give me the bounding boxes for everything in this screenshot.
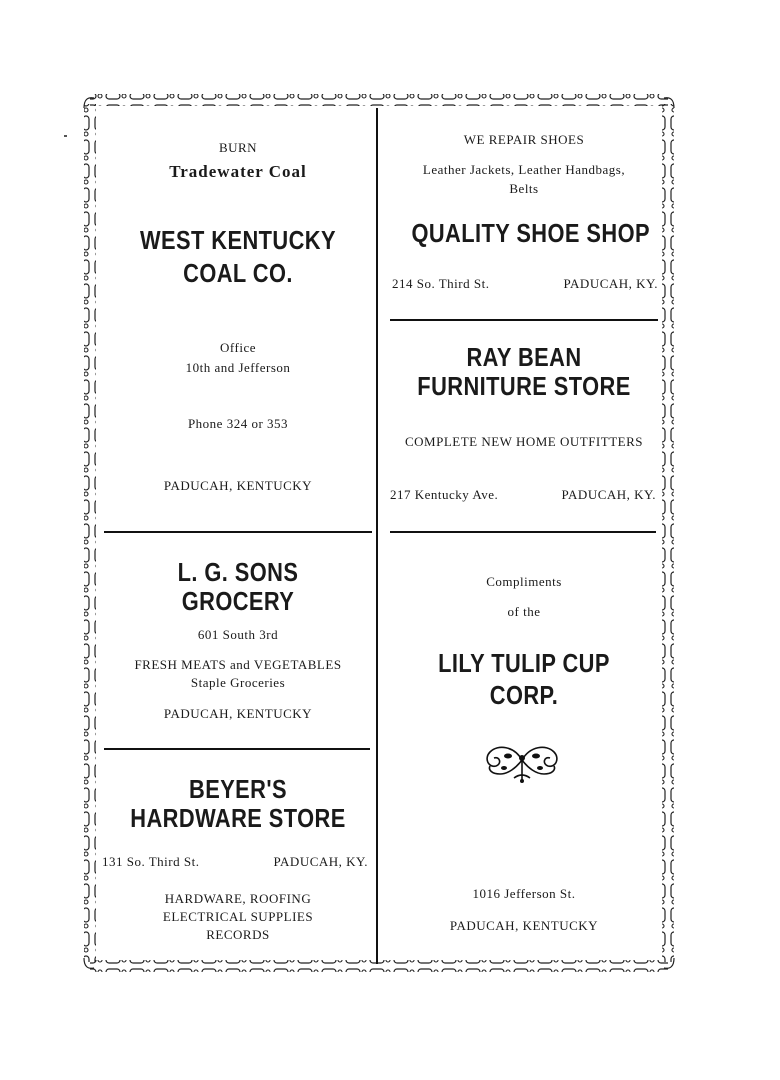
hardware-address: 131 So. Third St. bbox=[102, 854, 200, 869]
tradewater-coal-text: Tradewater Coal bbox=[169, 162, 307, 181]
grocery-address: 601 South 3rd bbox=[197, 627, 279, 642]
furniture-address: 217 Kentucky Ave. bbox=[390, 487, 499, 502]
furniture-city: PADUCAH, KY. bbox=[561, 487, 656, 502]
rule-left-1 bbox=[104, 531, 372, 533]
office-label: Office bbox=[220, 340, 256, 355]
column-divider bbox=[376, 108, 378, 964]
company-name-line1: WEST KENTUCKY bbox=[140, 225, 336, 255]
office-address: 10th and Jefferson bbox=[185, 360, 291, 375]
furniture-name-line1: RAY BEAN bbox=[466, 342, 582, 372]
city-text: PADUCAH, KENTUCKY bbox=[163, 478, 313, 493]
floral-scroll-ornament-icon bbox=[478, 738, 566, 784]
compliments-text: Compliments bbox=[486, 574, 562, 589]
ad-lg-sons-grocery bbox=[104, 555, 372, 740]
of-the-text: of the bbox=[507, 604, 541, 619]
ad-ray-bean-furniture bbox=[390, 340, 658, 520]
shoe-shop-name: QUALITY SHOE SHOP bbox=[411, 218, 650, 248]
rule-left-2 bbox=[104, 748, 370, 750]
furniture-tagline: COMPLETE NEW HOME OUTFITTERS bbox=[404, 434, 643, 449]
grocery-city: PADUCAH, KENTUCKY bbox=[163, 706, 313, 721]
burn-text: BURN bbox=[218, 140, 258, 155]
phone-text: Phone 324 or 353 bbox=[187, 416, 289, 431]
lily-city: PADUCAH, KENTUCKY bbox=[449, 918, 599, 933]
hardware-address-row bbox=[102, 854, 368, 870]
lily-name-line1: LILY TULIP CUP bbox=[438, 648, 610, 678]
grocery-name-line2: GROCERY bbox=[181, 586, 295, 616]
ad-quality-shoe-shop bbox=[390, 120, 658, 310]
hardware-line1: HARDWARE, ROOFING bbox=[164, 891, 312, 906]
shoe-city: PADUCAH, KY. bbox=[563, 276, 658, 291]
ad-beyers-hardware bbox=[104, 772, 372, 952]
lily-name-line2: CORP. bbox=[489, 680, 559, 710]
hardware-line2: ELECTRICAL SUPPLIES bbox=[162, 909, 314, 924]
lily-address: 1016 Jefferson St. bbox=[472, 886, 576, 901]
company-name-line2: COAL CO. bbox=[183, 258, 293, 288]
hardware-name-line1: BEYER'S bbox=[189, 774, 287, 804]
rule-right-2 bbox=[390, 531, 656, 533]
rule-right-1 bbox=[390, 319, 658, 321]
print-speck bbox=[64, 135, 67, 137]
ad-west-kentucky-coal bbox=[104, 120, 372, 520]
shoe-line1: Leather Jackets, Leather Handbags, bbox=[422, 162, 626, 177]
shoe-address-row bbox=[392, 276, 658, 292]
furniture-name-line2: FURNITURE STORE bbox=[417, 371, 631, 401]
shoe-address: 214 So. Third St. bbox=[392, 276, 490, 291]
hardware-city: PADUCAH, KY. bbox=[273, 854, 368, 869]
shoe-line2: Belts bbox=[509, 181, 539, 196]
hardware-name-line2: HARDWARE STORE bbox=[130, 803, 346, 833]
shoe-repair-text: WE REPAIR SHOES bbox=[463, 132, 585, 147]
furniture-address-row bbox=[390, 487, 656, 503]
hardware-line3: RECORDS bbox=[206, 927, 270, 942]
grocery-line1: FRESH MEATS and VEGETABLES bbox=[134, 657, 342, 672]
grocery-line2: Staple Groceries bbox=[190, 675, 286, 690]
grocery-name-line1: L. G. SONS bbox=[177, 557, 299, 587]
